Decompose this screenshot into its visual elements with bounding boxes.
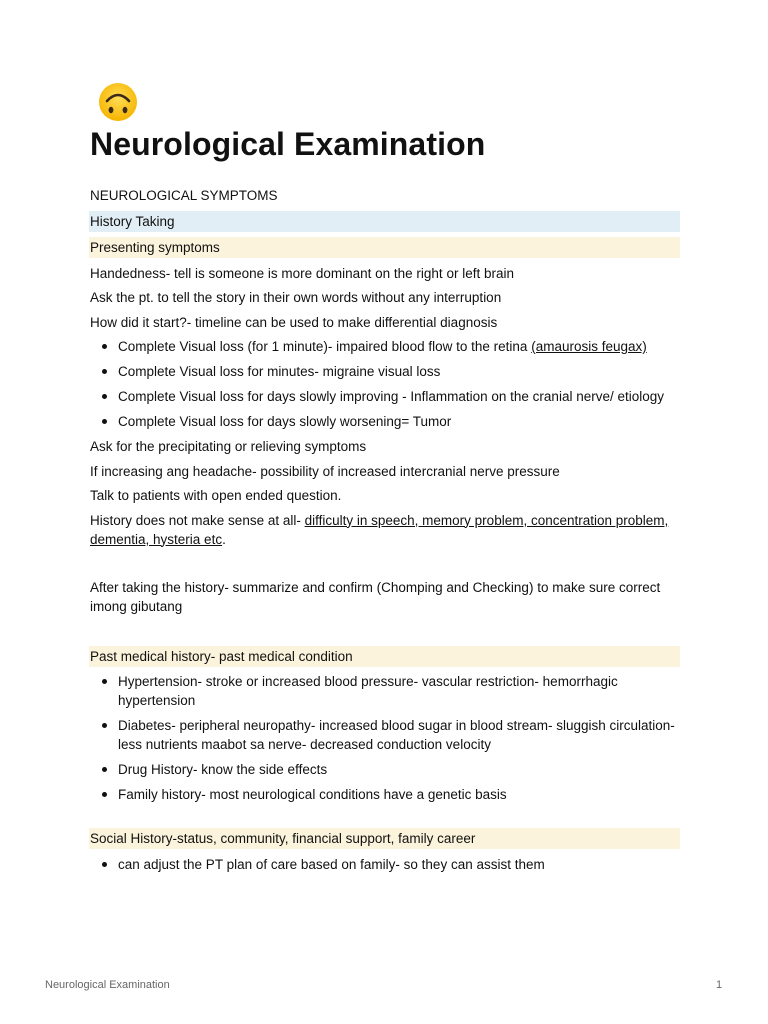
list-item: can adjust the PT plan of care based on family- so they can assist them <box>90 855 680 874</box>
paragraph-story: Ask the pt. to tell the story in their own words without any interruption <box>90 290 502 305</box>
list-item: Hypertension- stroke or increased blood pressure- vascular restriction- hemorrhagic hypertension <box>90 672 680 710</box>
paragraph-start: How did it start?- timeline can be used to make differential diagnosis <box>90 314 498 330</box>
upside-down-face-icon <box>92 82 144 122</box>
paragraph-handedness: Handedness- tell is someone is more dominant on the right or left brain <box>90 265 514 281</box>
paragraph-talk: Talk to patients with open ended question. <box>90 488 342 503</box>
list-item: Family history- most neurological conditions have a genetic basis <box>90 785 680 804</box>
list-item: Drug History- know the side effects <box>90 760 680 779</box>
past-medical-list <box>90 672 680 804</box>
paragraph-after: After taking the history- summarize and confirm (Chomping and Checking) to make sure correct imong gibutang <box>90 580 661 614</box>
highlight-social-history: Social History-status, community, financial support, family career <box>89 828 680 849</box>
underlined-text: difficulty in speech, memory problem, concentration problem, dementia, hysteria etc <box>90 512 669 547</box>
underlined-text: (amaurosis feugax) <box>531 339 647 354</box>
list-item: Complete Visual loss for days slowly improving - Inflammation on the cranial nerve/ etiology <box>90 387 680 406</box>
list-item: Diabetes- peripheral neuropathy- increased blood sugar in blood stream- sluggish circulation- less nutrients maabot sa nerve- decreased conduction velocity <box>90 716 680 754</box>
paragraph-precipitating: Ask for the precipitating or relieving symptoms <box>90 439 367 454</box>
section-heading: NEUROLOGICAL SYMPTOMS <box>90 188 278 203</box>
footer-title: Neurological Examination <box>45 979 170 991</box>
highlight-presenting-symptoms: Presenting symptoms <box>89 237 680 258</box>
highlight-history-taking: History Taking <box>89 211 680 232</box>
paragraph-headache: If increasing ang headache- possibility of increased intercranial nerve pressure <box>90 463 560 479</box>
visual-loss-list <box>90 337 680 431</box>
list-item: Complete Visual loss for days slowly worsening= Tumor <box>90 412 680 431</box>
list-item: Complete Visual loss for minutes- migraine visual loss <box>90 362 680 381</box>
highlight-past-medical: Past medical history- past medical condition <box>89 646 680 667</box>
list-item: Complete Visual loss (for 1 minute)- impaired blood flow to the retina (amaurosis feugax) <box>90 337 680 356</box>
paragraph-history: History does not make sense at all- difficulty in speech, memory problem, concentration problem, dementia, hysteria etc. <box>90 512 669 547</box>
social-history-list <box>90 855 680 874</box>
document-body <box>90 186 680 880</box>
page-title: Neurological Examination <box>90 126 486 162</box>
page-number: 1 <box>716 979 723 991</box>
